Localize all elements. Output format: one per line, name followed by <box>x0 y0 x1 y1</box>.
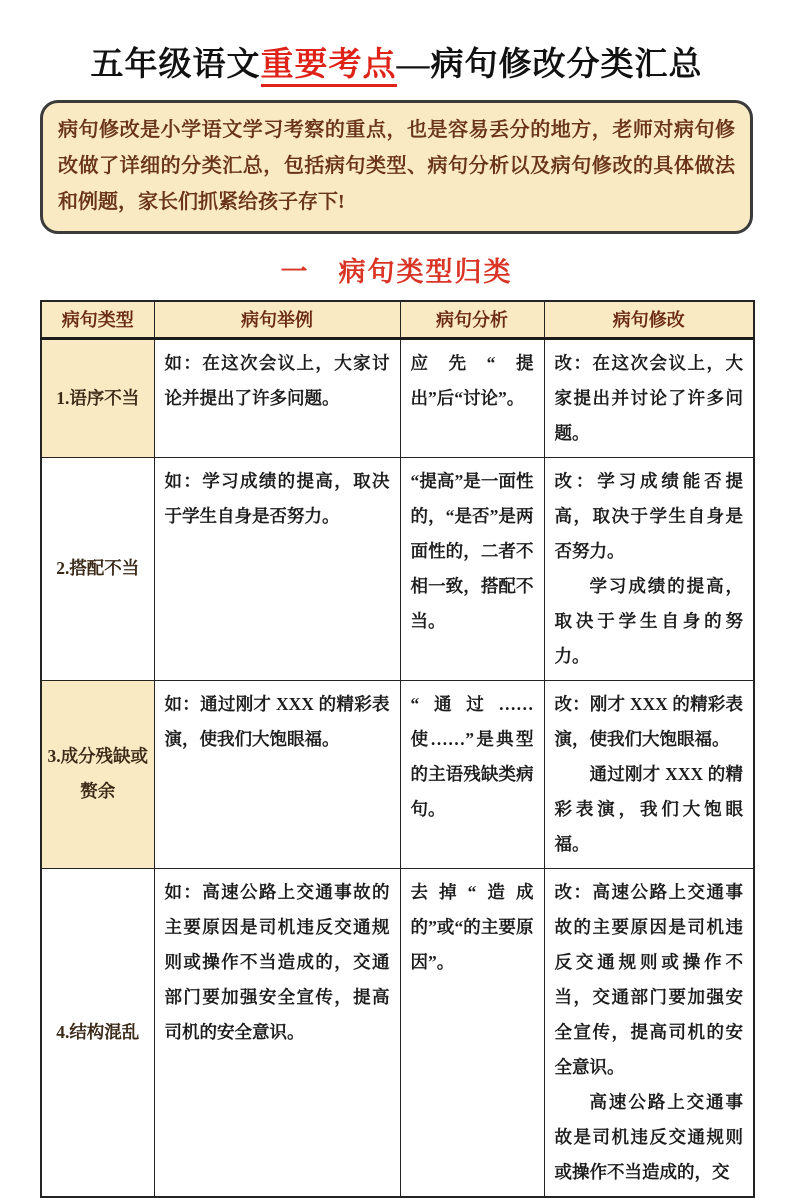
cell-analysis-3 <box>400 680 544 868</box>
cell-fix-2 <box>544 457 754 680</box>
fix-text-alt: 高速公路上交通事故是司机违反交通规则或操作不当造成的，交 <box>554 1091 743 1182</box>
page-title <box>40 38 753 85</box>
section-heading: 一 病句类型归类 <box>280 257 513 287</box>
column-header-type: 病句类型 <box>41 301 154 338</box>
fix-text: 改：在这次会议上，大家提出并讨论了许多问题。 <box>554 352 743 443</box>
cell-example-3 <box>154 680 400 868</box>
fix-text: 改：高速公路上交通事故的主要原因是司机违反交通规则或操作不当，交通部门要加强安全宣传，提高司机的安全意识。 <box>554 881 743 1077</box>
sentence-error-table <box>40 300 755 1198</box>
cell-analysis-2 <box>400 457 544 680</box>
column-header-fix: 病句修改 <box>544 301 754 338</box>
example-text: 如：通过刚才 XXX 的精彩表演，使我们大饱眼福。 <box>164 693 390 749</box>
example-text: 如：高速公路上交通事故的主要原因是司机违反交通规则或操作不当造成的，交通部门要加强安全宣传，提高司机的安全意识。 <box>164 881 390 1042</box>
table-row <box>41 868 754 1197</box>
cell-example-2 <box>154 457 400 680</box>
column-header-analysis: 病句分析 <box>400 301 544 338</box>
example-text: 如：学习成绩的提高，取决于学生自身是否努力。 <box>164 470 390 526</box>
intro-text: 病句修改是小学语文学习考察的重点，也是容易丢分的地方，老师对病句修改做了详细的分类汇总，包括病句类型、病句分析以及病句修改的具体做法和例题，家长们抓紧给孩子存下! <box>58 119 735 213</box>
cell-type-3: 3.成分残缺或赘余 <box>41 680 154 868</box>
table-row <box>41 680 754 868</box>
column-header-example: 病句举例 <box>154 301 400 338</box>
cell-analysis-1 <box>400 338 544 457</box>
cell-analysis-4 <box>400 868 544 1197</box>
analysis-text: 应先“提出”后“讨论”。 <box>410 352 534 408</box>
table-header-row <box>41 301 754 338</box>
cell-fix-1 <box>544 338 754 457</box>
title-highlight: 重要考点 <box>261 47 397 87</box>
title-suffix: —病句修改分类汇总 <box>396 47 703 83</box>
fix-text: 改：学习成绩能否提高，取决于学生自身是否努力。 <box>554 470 743 561</box>
cell-fix-3 <box>544 680 754 868</box>
title-prefix: 五年级语文 <box>90 47 261 83</box>
cell-type-4: 4.结构混乱 <box>41 868 154 1197</box>
cell-type-1: 1.语序不当 <box>41 338 154 457</box>
cell-example-4 <box>154 868 400 1197</box>
example-text: 如：在这次会议上，大家讨论并提出了许多问题。 <box>164 352 390 408</box>
cell-type-2: 2.搭配不当 <box>41 457 154 680</box>
fix-text-alt: 通过刚才 XXX 的精彩表演，我们大饱眼福。 <box>554 763 743 854</box>
intro-box <box>40 100 753 234</box>
analysis-text: “通过……使……”是典型的主语残缺类病句。 <box>410 693 534 819</box>
table-row <box>41 457 754 680</box>
table-row <box>41 338 754 457</box>
analysis-text: “提高”是一面性的，“是否”是两面性的，二者不相一致，搭配不当。 <box>410 470 534 631</box>
cell-fix-4 <box>544 868 754 1197</box>
fix-text: 改：刚才 XXX 的精彩表演，使我们大饱眼福。 <box>554 693 743 749</box>
analysis-text: 去掉“造成的”或“的主要原因”。 <box>410 881 534 972</box>
fix-text-alt: 学习成绩的提高，取决于学生自身的努力。 <box>554 575 743 666</box>
cell-example-1 <box>154 338 400 457</box>
